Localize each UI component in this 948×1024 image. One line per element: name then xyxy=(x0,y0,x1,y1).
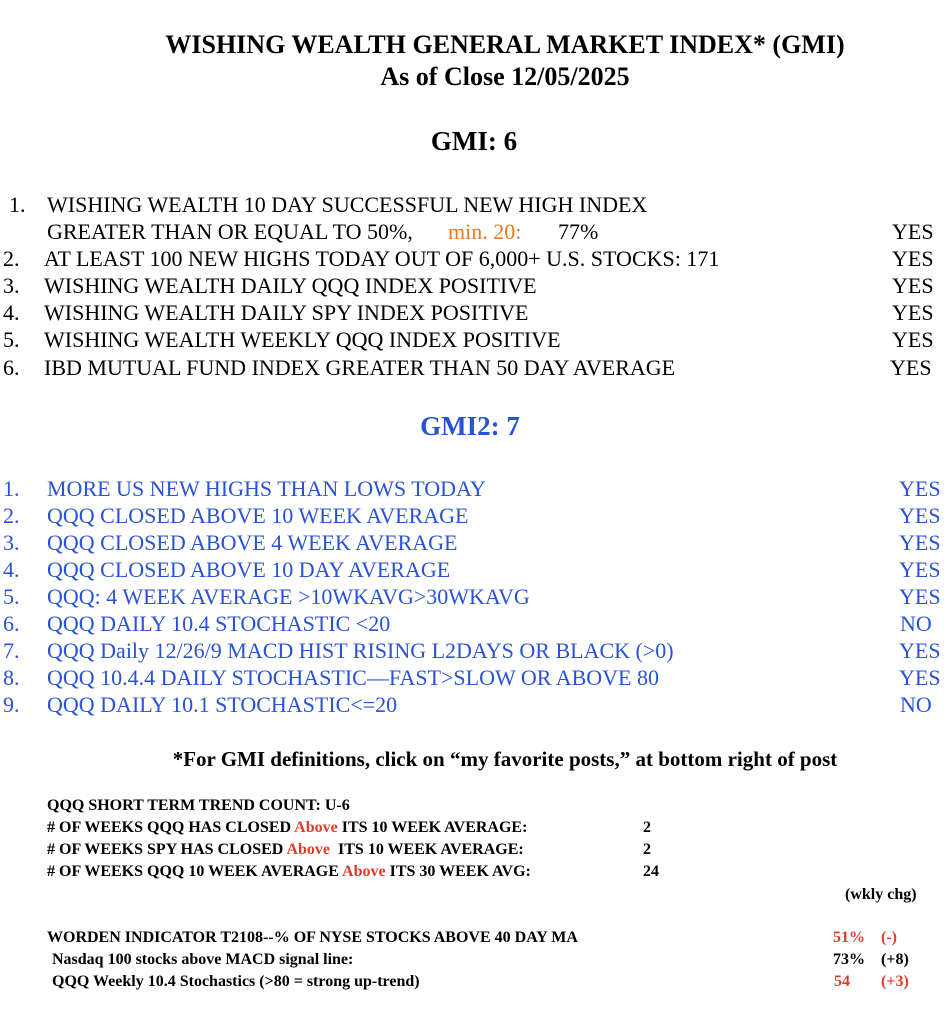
item-text: QQQ 10.4.4 DAILY STOCHASTIC—FAST>SLOW OR ABOVE 80 xyxy=(47,665,659,690)
weeks-row-2 xyxy=(47,841,524,859)
min-label: min. 20: xyxy=(448,219,522,244)
above-word: Above xyxy=(294,819,338,836)
item-number: 9. xyxy=(3,692,20,717)
gmi-heading: GMI: 6 xyxy=(430,126,518,156)
item-text: WISHING WEALTH WEEKLY QQQ INDEX POSITIVE xyxy=(44,327,561,352)
indicator-chg-macd: (+8) xyxy=(881,951,909,968)
item-number: 3. xyxy=(3,530,20,555)
item-answer: YES xyxy=(899,476,941,501)
weeks-text: # OF WEEKS QQQ 10 WEEK AVERAGE xyxy=(47,863,343,880)
item-answer: YES xyxy=(892,219,934,244)
item-answer: YES xyxy=(899,530,941,555)
item-number: 5. xyxy=(3,327,20,352)
indicator-label-macd: Nasdaq 100 stocks above MACD signal line: xyxy=(52,951,354,968)
item-text: AT LEAST 100 NEW HIGHS TODAY OUT OF 6,000+ U.S. STOCKS: 171 xyxy=(44,246,720,271)
item-number: 5. xyxy=(3,584,20,609)
indicator-value-stochastics: 54 xyxy=(834,973,850,990)
above-word: Above xyxy=(342,863,386,880)
weeks-text: ITS 10 WEEK AVERAGE: xyxy=(337,819,528,836)
above-word: Above xyxy=(286,841,331,858)
item-answer: YES xyxy=(892,273,934,298)
item-number: 7. xyxy=(3,638,20,663)
indicator-value-t2108: 51% xyxy=(833,929,865,946)
item-answer: YES xyxy=(892,300,934,325)
item-text: GREATER THAN OR EQUAL TO 50%, xyxy=(47,219,413,244)
item-number: 4. xyxy=(3,300,20,325)
item-answer: YES xyxy=(899,503,941,528)
page-subtitle: As of Close 12/05/2025 xyxy=(380,62,630,91)
item-text: QQQ CLOSED ABOVE 4 WEEK AVERAGE xyxy=(47,530,458,555)
wkly-chg-label: (wkly chg) xyxy=(845,886,917,903)
item-answer: YES xyxy=(899,557,941,582)
page-title: WISHING WEALTH GENERAL MARKET INDEX* (GMI) xyxy=(165,30,845,59)
item-answer: YES xyxy=(899,638,941,663)
item-number: 4. xyxy=(3,557,20,582)
indicator-chg-t2108: (-) xyxy=(881,929,897,946)
item-value: 77% xyxy=(558,219,599,244)
item-text: QQQ CLOSED ABOVE 10 WEEK AVERAGE xyxy=(47,503,469,528)
weeks-text: ITS 10 WEEK AVERAGE: xyxy=(330,841,524,858)
weeks-value-1: 2 xyxy=(643,819,651,836)
item-answer: YES xyxy=(890,355,932,380)
item-answer: NO xyxy=(900,692,932,717)
item-number: 6. xyxy=(3,611,20,636)
item-number: 8. xyxy=(3,665,20,690)
item-text: QQQ: 4 WEEK AVERAGE >10WKAVG>30WKAVG xyxy=(47,584,530,609)
weeks-value-3: 24 xyxy=(643,863,659,880)
indicator-label-stochastics: QQQ Weekly 10.4 Stochastics (>80 = strong up-trend) xyxy=(52,973,420,990)
item-text: WISHING WEALTH DAILY SPY INDEX POSITIVE xyxy=(44,300,529,325)
trend-count: QQQ SHORT TERM TREND COUNT: U-6 xyxy=(47,797,350,814)
item-answer: NO xyxy=(900,611,932,636)
item-text: QQQ DAILY 10.4 STOCHASTIC <20 xyxy=(47,611,391,636)
item-answer: YES xyxy=(899,665,941,690)
item-number: 2. xyxy=(3,246,20,271)
item-text: IBD MUTUAL FUND INDEX GREATER THAN 50 DAY AVERAGE xyxy=(44,355,676,380)
indicator-chg-stochastics: (+3) xyxy=(881,973,909,990)
item-number: 2. xyxy=(3,503,20,528)
item-number: 1. xyxy=(3,476,20,501)
weeks-text: ITS 30 WEEK AVG: xyxy=(385,863,531,880)
item-text: QQQ CLOSED ABOVE 10 DAY AVERAGE xyxy=(47,557,451,582)
item-answer: YES xyxy=(892,327,934,352)
item-text: MORE US NEW HIGHS THAN LOWS TODAY xyxy=(47,476,486,501)
weeks-text: # OF WEEKS QQQ HAS CLOSED xyxy=(47,819,295,836)
weeks-row-3 xyxy=(47,863,531,881)
item-text: WISHING WEALTH 10 DAY SUCCESSFUL NEW HIGH INDEX xyxy=(47,192,648,217)
item-number: 6. xyxy=(3,355,20,380)
weeks-value-2: 2 xyxy=(643,841,651,858)
indicator-label-t2108: WORDEN INDICATOR T2108--% OF NYSE STOCKS ABOVE 40 DAY MA xyxy=(47,929,578,946)
gmi2-heading: GMI2: 7 xyxy=(420,411,520,441)
item-text: WISHING WEALTH DAILY QQQ INDEX POSITIVE xyxy=(44,273,537,298)
indicator-value-macd: 73% xyxy=(833,951,865,968)
item-text: QQQ DAILY 10.1 STOCHASTIC<=20 xyxy=(47,692,398,717)
weeks-text: # OF WEEKS SPY HAS CLOSED xyxy=(47,841,287,858)
gmi-definitions-note: *For GMI definitions, click on “my favorite posts,” at bottom right of post xyxy=(172,747,838,771)
item-number: 3. xyxy=(3,273,20,298)
item-text: QQQ Daily 12/26/9 MACD HIST RISING L2DAYS OR BLACK (>0) xyxy=(47,638,674,663)
item-number: 1. xyxy=(9,192,26,217)
item-answer: YES xyxy=(892,246,934,271)
weeks-row-1 xyxy=(47,819,527,837)
item-answer: YES xyxy=(899,584,941,609)
